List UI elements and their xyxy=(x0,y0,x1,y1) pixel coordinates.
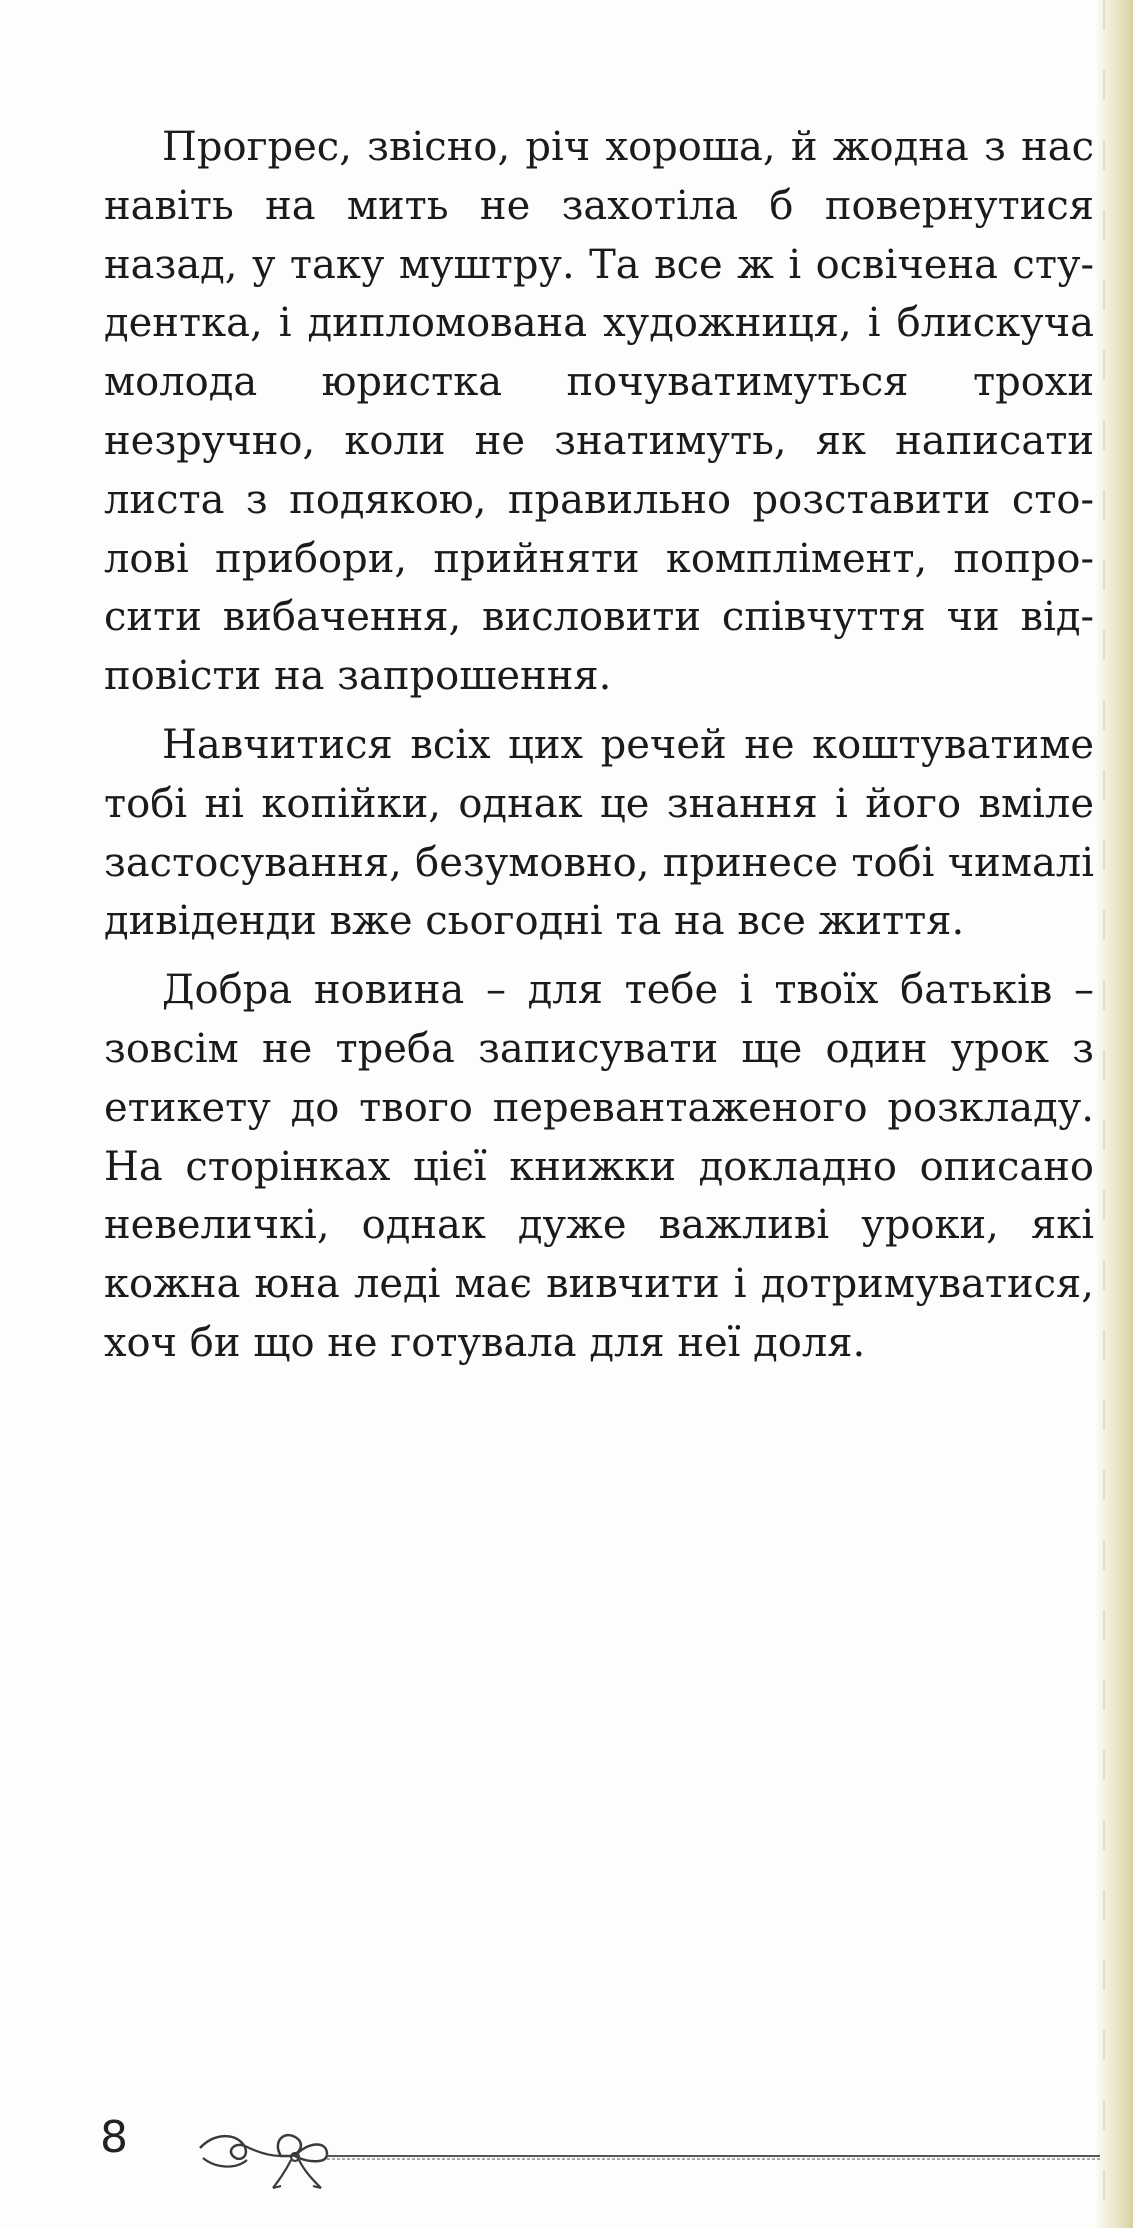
page-number: 8 xyxy=(100,2112,128,2163)
paragraph-2: Навчитися всіх цих речей не коштуватиме тобі ні копійки, однак це знання і його вміле застосування, безумовно, принесе тобі чималі дивіденди вже сьогодні та на все життя. xyxy=(104,721,1094,945)
page-edge-shadow xyxy=(1097,0,1133,2228)
paragraph-1: Прогрес, звісно, річ хороша, й жодна з нас навіть на мить не захотіла б повернутися назад, у таку муштру. Та все ж і освічена студентка, і дипломована художниця, і блискуча молода юристка почуватимуться трохи незручно, коли не знатимуть, як написати листа з подякою, правильно розставити столові прибори, прийняти комплімент, попросити вибачення, висловити співчуття чи відповісти на запрошення. xyxy=(104,124,1094,700)
paragraph-3: Добра новина – для тебе і твоїх батьків – зовсім не треба записувати ще один урок з етикету до твого перевантаженого розкладу. На сторінках цієї книжки докладно описано невеличкі, однак дуже важливі уроки, які кожна юна леді має вивчити і дотримуватися, хоч би що не готувала для неї доля. xyxy=(104,967,1094,1366)
body-text xyxy=(104,118,1094,1383)
ribbon-bow-ornament-icon xyxy=(195,2116,1100,2196)
page-footer xyxy=(100,2110,1100,2200)
